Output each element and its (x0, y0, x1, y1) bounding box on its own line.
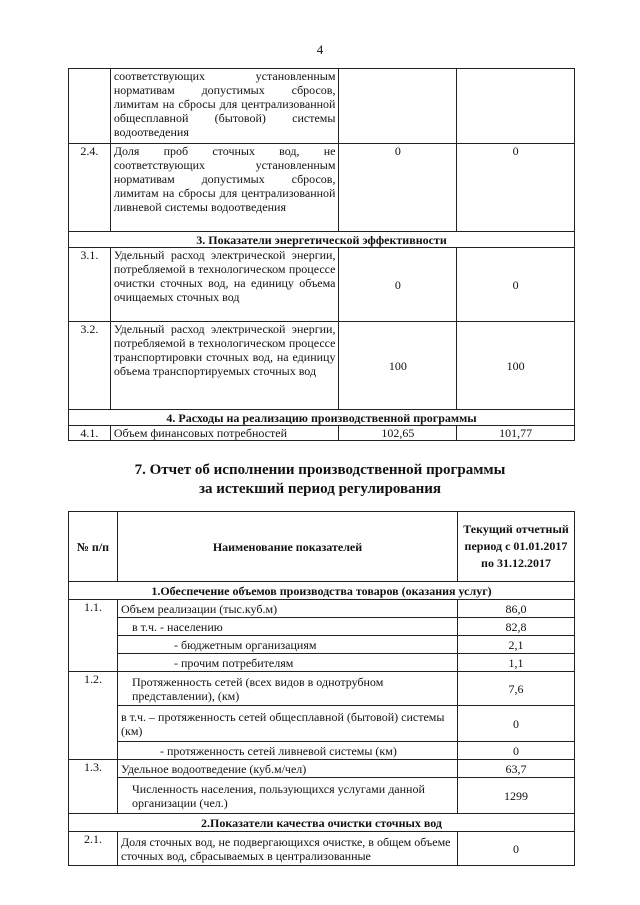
indicator-value: 1299 (458, 778, 575, 814)
table-row (69, 654, 575, 672)
row-number: 3.2. (69, 322, 111, 410)
plan-value: 0 (339, 144, 457, 232)
table-row (69, 742, 575, 760)
table-row (69, 778, 575, 814)
table-row (69, 618, 575, 636)
section-row (69, 410, 575, 426)
column-header-number: № п/п (69, 512, 118, 582)
indicator-name: - прочим потребителям (118, 654, 458, 672)
section-heading: 4. Расходы на реализацию производственной программы (69, 410, 575, 426)
indicator-value: 82,8 (458, 618, 575, 636)
indicator-value: 2,1 (458, 636, 575, 654)
table-row (69, 832, 575, 866)
section-row (69, 582, 575, 600)
indicator-name: Удельный расход электрической энергии, потребляемой в технологическом процессе очистки сточных вод, на единицу объема очищаемых сточных вод (110, 248, 339, 322)
indicator-name: Протяженность сетей (всех видов в однотрубном представлении), (км) (118, 672, 458, 706)
table-row (69, 760, 575, 778)
page-number: 4 (316, 42, 324, 57)
indicator-name: в т.ч. - населению (118, 618, 458, 636)
table-row (69, 248, 575, 322)
indicator-name: Доля проб сточных вод, не соответствующих установленным нормативам допустимых сбросов, лимитам на сбросы для централизованной ливневой системы водоотведения (110, 144, 339, 232)
indicator-name: Численность населения, пользующихся услугами данной организации (чел.) (118, 778, 458, 814)
table-row (69, 600, 575, 618)
table-row (69, 322, 575, 410)
table-row (69, 144, 575, 232)
section-row (69, 814, 575, 832)
row-number: 3.1. (69, 248, 111, 322)
row-number: 1.3. (69, 760, 118, 814)
fact-value: 0 (457, 144, 575, 232)
header-row (69, 512, 575, 582)
indicator-name: Доля сточных вод, не подвергающихся очистке, в общем объеме сточных вод, сбрасываемых в централизованные (118, 832, 458, 866)
table-row (69, 706, 575, 742)
indicator-name: соответствующих установленным нормативам допустимых сбросов, лимитам на сбросы для централизованной общесплавной (бытовой) системы водоотведения (110, 69, 339, 144)
report-title-line2: за истекший период регулирования (198, 481, 442, 497)
plan-value (339, 69, 457, 144)
indicator-value: 1,1 (458, 654, 575, 672)
indicator-value: 0 (458, 832, 575, 866)
table-row (69, 426, 575, 441)
plan-value: 0 (339, 248, 457, 322)
row-number: 2.1. (69, 832, 118, 866)
table-row (69, 636, 575, 654)
column-header-name: Наименование показателей (118, 512, 458, 582)
column-header-period: Текущий отчетный период с 01.01.2017 по 31.12.2017 (458, 512, 575, 582)
row-number: 2.4. (69, 144, 111, 232)
section-heading: 1.Обеспечение объемов производства товаров (оказания услуг) (69, 582, 575, 600)
indicator-value: 0 (458, 706, 575, 742)
indicator-name: Удельный расход электрической энергии, потребляемой в технологическом процессе транспортировки сточных вод, на единицу объема транспортируемых сточных вод (110, 322, 339, 410)
indicator-name: Объем реализации (тыс.куб.м) (118, 600, 458, 618)
table-row (69, 69, 575, 144)
section-heading: 2.Показатели качества очистки сточных вод (69, 814, 575, 832)
indicator-name: - бюджетным организациям (118, 636, 458, 654)
indicator-value: 86,0 (458, 600, 575, 618)
indicator-name: - протяженность сетей ливневой системы (км) (118, 742, 458, 760)
indicator-name: Удельное водоотведение (куб.м/чел) (118, 760, 458, 778)
row-number: 1.2. (69, 672, 118, 760)
section-row (69, 232, 575, 248)
row-number: 1.1. (69, 600, 118, 672)
fact-value: 0 (457, 248, 575, 322)
indicator-value: 0 (458, 742, 575, 760)
indicator-value: 7,6 (458, 672, 575, 706)
plan-value: 102,65 (339, 426, 457, 441)
fact-value (457, 69, 575, 144)
table-row (69, 672, 575, 706)
plan-value: 100 (339, 322, 457, 410)
indicator-name: Объем финансовых потребностей (110, 426, 339, 441)
fact-value: 100 (457, 322, 575, 410)
row-number: 4.1. (69, 426, 111, 441)
report-title-line1: 7. Отчет об исполнении производственной программы (134, 462, 506, 478)
fact-value: 101,77 (457, 426, 575, 441)
indicator-name: в т.ч. – протяженность сетей общесплавной (бытовой) системы (км) (118, 706, 458, 742)
row-number (69, 69, 111, 144)
indicators-table-continued (68, 68, 575, 441)
indicator-value: 63,7 (458, 760, 575, 778)
section-heading: 3. Показатели энергетической эффективности (69, 232, 575, 248)
report-table (68, 511, 575, 866)
